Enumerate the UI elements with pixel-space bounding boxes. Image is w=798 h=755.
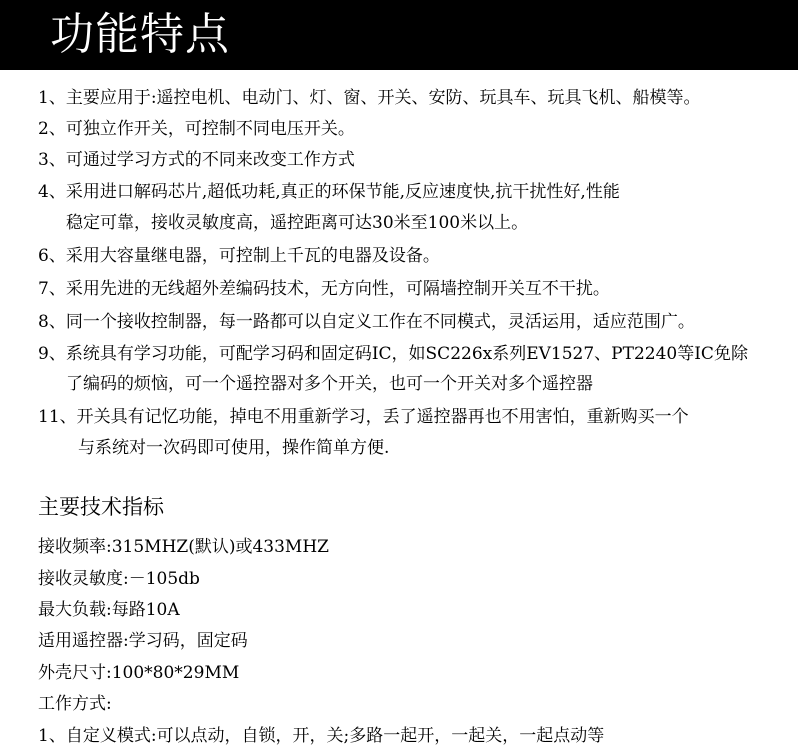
feature-line-6: 6、采用大容量继电器，可控制上千瓦的电器及设备。 [38,246,440,266]
spec-max-load: 最大负载:每路10A [38,600,180,620]
spec-case-size: 外壳尺寸:100*80*29MM [38,663,240,683]
spec-work-mode-label: 工作方式: [38,694,112,714]
spec-frequency: 接收频率:315MHZ(默认)或433MHZ [38,537,329,557]
feature-line-1: 1、主要应用于:遥控电机、电动门、灯、窗、开关、安防、玩具车、玩具飞机、船模等。 [38,88,701,108]
spec-work-mode-1: 1、自定义模式:可以点动，自锁，开，关;多路一起开，一起关，一起点动等 [38,726,605,746]
feature-line-4-continued: 稳定可靠，接收灵敏度高，遥控距离可达30米至100米以上。 [66,213,529,233]
feature-line-9-continued: 了编码的烦恼，可一个遥控器对多个开关，也可一个开关对多个遥控器 [66,374,593,394]
spec-heading: 主要技术指标 [38,495,164,519]
header-banner [0,0,798,70]
feature-line-7: 7、采用先进的无线超外差编码技术，无方向性，可隔墙控制开关互不干扰。 [38,279,610,299]
feature-line-11: 11、开关具有记忆功能，掉电不用重新学习，丢了遥控器再也不用害怕，重新购买一个 [38,407,689,427]
page-title: 功能特点 [50,9,230,60]
feature-line-8: 8、同一个接收控制器，每一路都可以自定义工作在不同模式，灵活运用，适应范围广。 [38,312,695,332]
spec-remote-type: 适用遥控器:学习码，固定码 [38,631,248,651]
spec-sensitivity: 接收灵敏度:－105db [38,569,200,589]
feature-line-4: 4、采用进口解码芯片,超低功耗,真正的环保节能,反应速度快,抗干扰性好,性能 [38,182,620,202]
feature-line-3: 3、可通过学习方式的不同来改变工作方式 [38,150,355,170]
feature-line-11-continued: 与系统对一次码即可使用，操作简单方便. [78,438,390,458]
feature-line-2: 2、可独立作开关，可控制不同电压开关。 [38,119,355,139]
feature-line-9: 9、系统具有学习功能，可配学习码和固定码IC，如SC226x系列EV1527、PT2240等IC免除 [38,344,748,364]
